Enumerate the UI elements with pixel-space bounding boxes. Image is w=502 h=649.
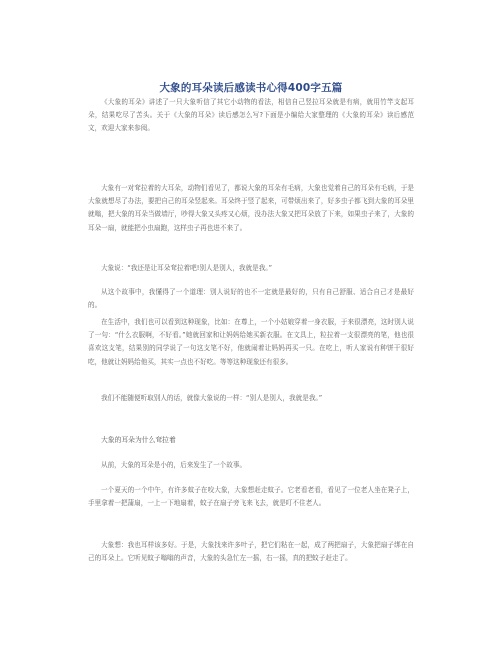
essay1-paragraph-5: 我们不能随便听取别人的话，就像大象说的一样：“别人是别人，我就是我。” bbox=[101, 394, 323, 402]
essay1-paragraph-2: 大象说：“我还是让耳朵耷拉着吧!别人是别人，我就是我。” bbox=[101, 264, 273, 272]
intro-paragraph: 《大象的耳朵》讲述了一只大象听信了其它小动物的看法，相信自己竖拉耳朵就是有病，就用竹竿支起耳朵，结果吃尽了苦头。关于《大象的耳朵》读后感怎么写?下面是小编给大家整理的《大象的耳朵》读后感范文，欢迎大家来参阅。 bbox=[88, 98, 414, 133]
essay2-paragraph-2: 一个夏天的一个中午，有许多蚊子在咬大象，大象想赶走蚊子。它老看老看，看见了一位老人坐在凳子上，手里拿着一把蒲扇，一上一下地扇着，蚊子在扇子旁飞来飞去，就是叮不住老人。 bbox=[88, 486, 414, 508]
essay1-paragraph-3: 从这个故事中，我懂得了一个道理：别人说好的也不一定就是最好的，只有自己舒服、适合自己才是最好的。 bbox=[88, 288, 414, 310]
essay2-paragraph-3: 大象想：我也耳样该多好。于是，大象找来许多叶子，把它们粘在一起，成了两把扇子，大象把扇子绑在自己的耳朵上。它听见蚊子嗡嗡的声音，大象的头急忙左一摇，右一摇，真的把蚊子赶走了。 bbox=[88, 541, 414, 563]
essay2-heading: 大象的耳朵为什么耷拉着 bbox=[101, 436, 176, 444]
document-title: 大象的耳朵读后感读书心得400字五篇 bbox=[159, 82, 343, 94]
essay1-paragraph-1: 大象有一对耷拉着的大耳朵，动物们看见了，都说大象的耳朵有毛病，大象也觉着自己的耳朵有毛病，于是大象就想尽了办法，要把自己的耳朵竖起来。耳朵终于竖了起来，可带烦出来了，好多虫子都飞到大象的耳朵里就嗡，把大象的耳朵当做墙厅，吵得大象又头疼又心烦，没办法大象又把耳朵放了下来，如果虫子来了，大象的耳朵一扇，就能把小虫扇跑，这样虫子再也进不来了。 bbox=[88, 184, 414, 232]
essay1-paragraph-4: 在生活中，我们也可以看到这种现象，比如：在尊上，一个小姑娘穿着一身衣服，于来很漂亮，这时别人说了一句：“什么衣服啊，不好看。”她就回家和让妈妈给她买新衣服。在文具上，粒拉着一支很漂亮的笔，他也很喜欢这支笔，结果别的同学说了一句这支笔不好，他就闹着让妈妈再买一只。在吃上，听人家说有种饼干很好吃，他就让妈妈给他买，其实一点也不好吃。等等这种现象还有很多。 bbox=[88, 318, 414, 366]
essay2-paragraph-1: 从前，大象的耳朵是小的，后来发生了一个故事。 bbox=[101, 461, 247, 469]
